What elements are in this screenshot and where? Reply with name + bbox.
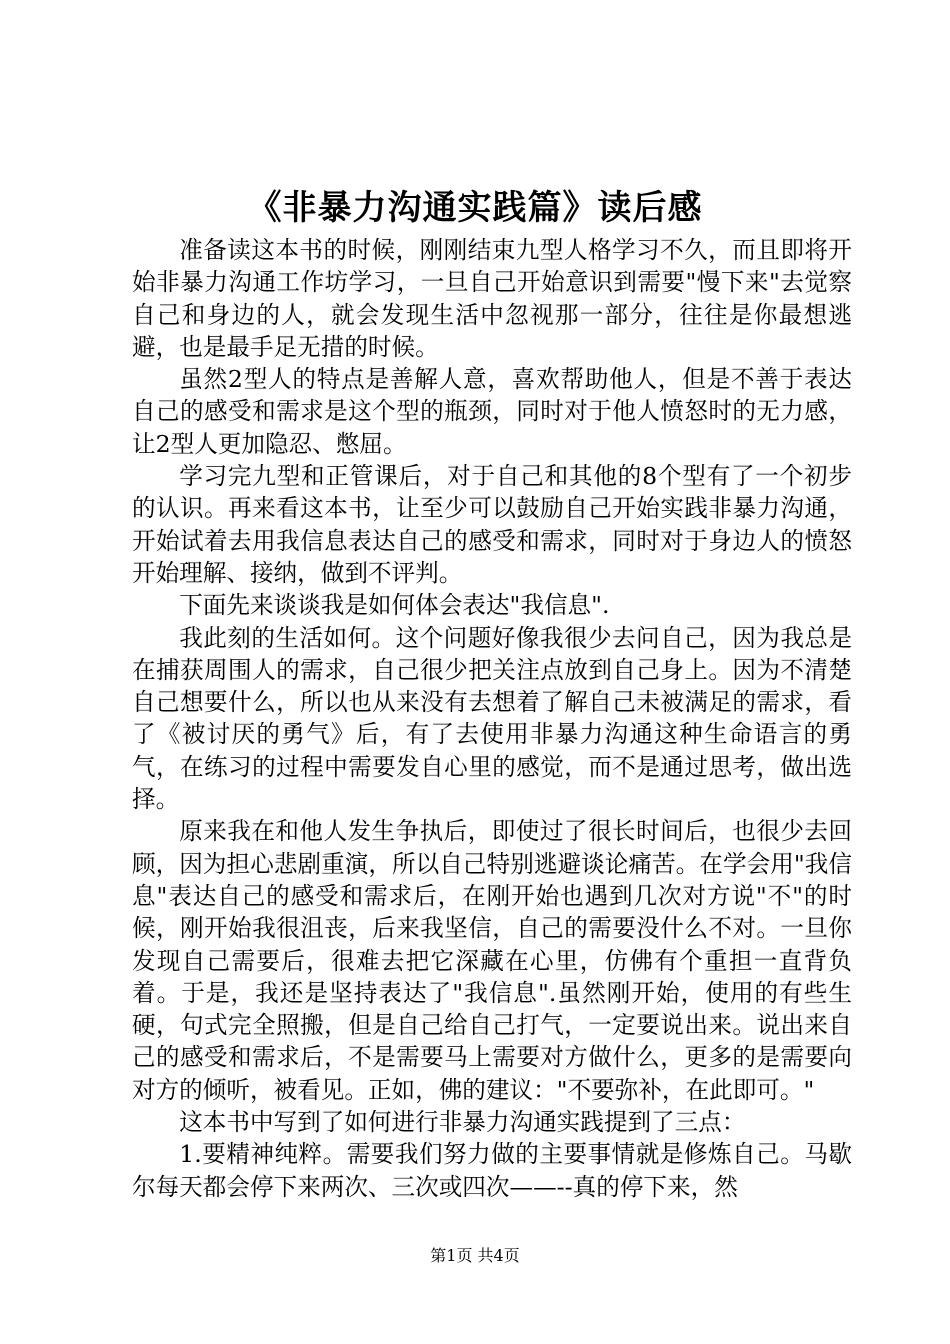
paragraph-7: 这本书中写到了如何进行非暴力沟通实践提到了三点：	[179, 1108, 746, 1137]
paragraph-6: 原来我在和他人发生争执后，即使过了很长时间后，也很少去回顾，因为担心悲剧重演，所以自己特别逃避谈论痛苦。在学会用"我信息"表达自己的感受和需求后，在刚开始也遇到几次对方说"不"的时候，刚开始我很沮丧，后来我坚信，自己的需要没什么不对。一旦你发现自己需要后，很难去把它深藏在心里，仿佛有个重担一直背负着。于是，我还是坚持表达了"我信息".虽然刚开始，使用的有些生硬，句式完全照搬，但是自己给自己打气，一定要说出来。说出来自己的感受和需求后，不是需要马上需要对方做什么，更多的是需要向对方的倾听，被看见。正如，佛的建议："不要弥补，在此即可。"	[132, 817, 852, 1104]
paragraph-1: 准备读这本书的时候，刚刚结束九型人格学习不久，而且即将开始非暴力沟通工作坊学习，一旦自己开始意识到需要"慢下来"去觉察自己和身边的人，就会发现生活中忽视那一部分，往往是你最想逃避，也是最手足无措的时候。	[132, 236, 852, 361]
paragraph-3: 学习完九型和正管课后，对于自己和其他的8个型有了一个初步的认识。再来看这本书，让至少可以鼓励自己开始实践非暴力沟通，开始试着去用我信息表达自己的感受和需求，同时对于身边人的愤怒开始理解、接纳，做到不评判。	[132, 462, 852, 587]
paragraph-4: 下面先来谈谈我是如何体会表达"我信息".	[179, 591, 610, 620]
document-title: 《非暴力沟通实践篇》读后感	[247, 188, 703, 228]
paragraph-5: 我此刻的生活如何。这个问题好像我很少去问自己，因为我总是在捕获周围人的需求，自己很少把关注点放到自己身上。因为不清楚自己想要什么，所以也从来没有去想着了解自己未被满足的需求，看了《被讨厌的勇气》后，有了去使用非暴力沟通这种生命语言的勇气，在练习的过程中需要发自心里的感觉，而不是通过思考，做出选择。	[132, 623, 852, 814]
document-body	[132, 234, 852, 1203]
page-number-footer: 第1页 共4页	[430, 1246, 520, 1265]
paragraph-8: 1.要精神纯粹。需要我们努力做的主要事情就是修炼自己。马歇尔每天都会停下来两次、三次或四次——--真的停下来，然	[132, 1140, 852, 1201]
paragraph-2: 虽然2型人的特点是善解人意，喜欢帮助他人，但是不善于表达自己的感受和需求是这个型的瓶颈，同时对于他人愤怒时的无力感，让2型人更加隐忍、憋屈。	[132, 365, 852, 458]
